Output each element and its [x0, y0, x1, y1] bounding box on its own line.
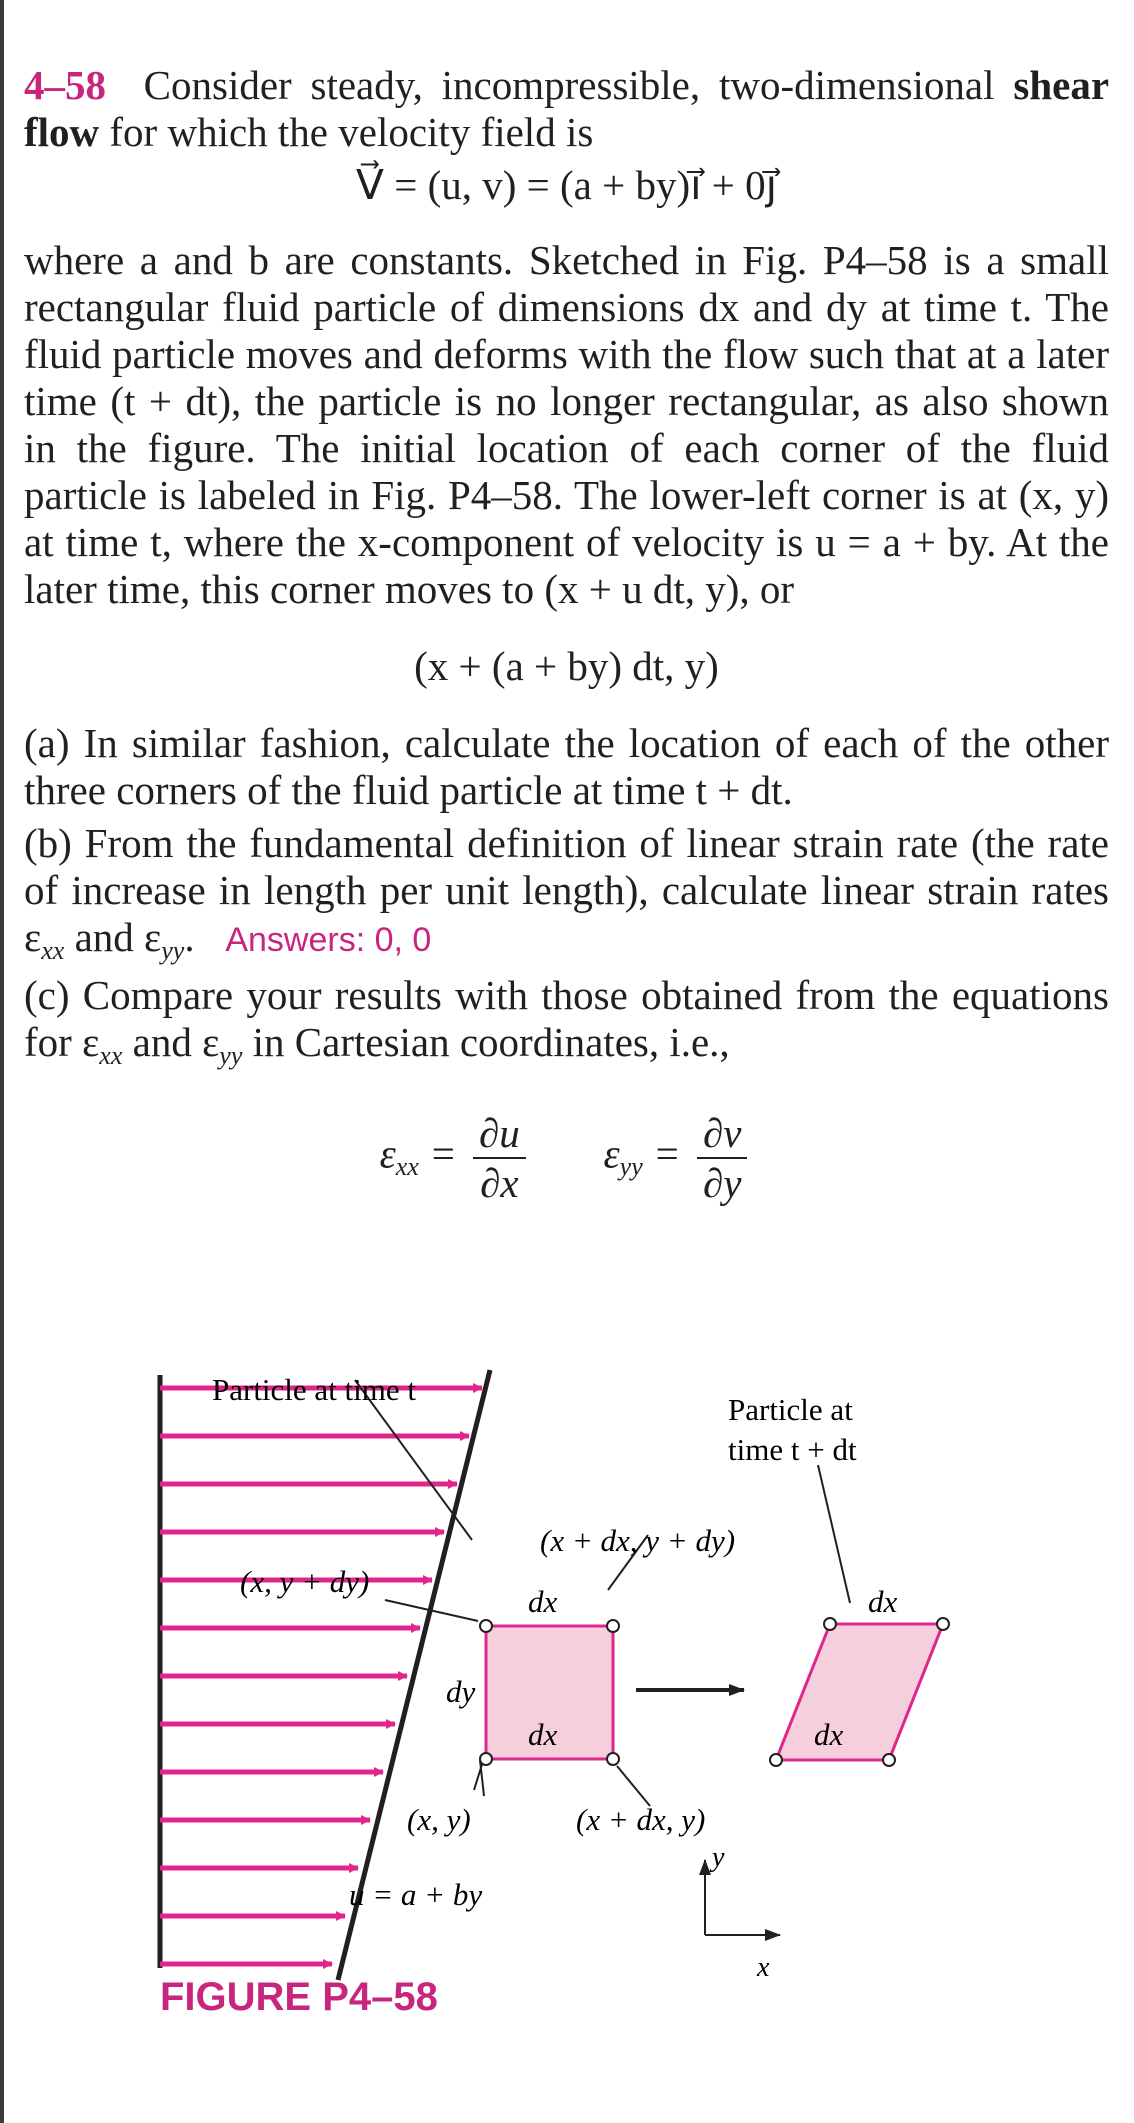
- part-c: (c) Compare your results with those obtained from the equations for εxx and εyy in Cartesian coordinates, i.e.,: [24, 972, 1109, 1070]
- description-paragraph: where a and b are constants. Sketched in Fig. P4–58 is a small rectangular fluid particle of dimensions dx and dy at time t. The fluid particle moves and deforms with the flow such that at a later time (t + dt), the particle is no longer rectangular, as also shown in the figure. The initial location of each corner of the fluid particle is labeled in Fig. P4–58. The lower-left corner is at (x, y) at time t, where the x-component of velocity is u = a + by. At the later time, this corner moves to (x + u dt, y), or: [24, 237, 1109, 612]
- label-corner-bottom-left: (x, y): [407, 1802, 471, 1837]
- corner-marker: [607, 1753, 619, 1765]
- particle-deformed: [776, 1624, 943, 1760]
- intro-paragraph: 4–58 Consider steady, incompressible, two-dimensional shear flow for which the velocity field is: [24, 62, 1110, 155]
- label-corner-top-left: (x, y + dy): [240, 1564, 370, 1599]
- corner-marker: [480, 1620, 492, 1632]
- answers: Answers: 0, 0: [225, 921, 432, 959]
- label-dy: dy: [446, 1674, 476, 1709]
- strain-equations: εxx = $\frac{\partial u}{\partial x}$ εyy = $\frac{\partial v}{\partial y}$: [24, 1109, 1109, 1207]
- label-velocity: u = a + by: [349, 1877, 483, 1912]
- corner-marker: [937, 1618, 949, 1630]
- label-particle-later-1: Particle at: [728, 1392, 853, 1427]
- corner-equation: (x + (a + by) dt, y): [414, 643, 719, 689]
- axis-label-y: y: [712, 1842, 725, 1873]
- label-dx-deformed-bottom: dx: [814, 1717, 844, 1752]
- label-particle-time-t: Particle at time t: [212, 1372, 417, 1407]
- corner-marker: [480, 1753, 492, 1765]
- corner-marker: [824, 1618, 836, 1630]
- corner-marker: [883, 1754, 895, 1766]
- leader-line: [818, 1465, 850, 1603]
- axis-label-x: x: [757, 1952, 770, 1983]
- label-dx-bottom: dx: [528, 1717, 558, 1752]
- label-particle-later-2: time t + dt: [728, 1432, 857, 1467]
- corner-marker: [607, 1620, 619, 1632]
- label-corner-top-right: (x + dx, y + dy): [540, 1523, 736, 1558]
- problem-number: 4–58: [24, 62, 106, 108]
- part-a: (a) In similar fashion, calculate the location of each of the other three corners of the fluid particle at time t + dt.: [24, 720, 1109, 813]
- label-corner-bottom-right: (x + dx, y): [576, 1802, 706, 1837]
- corner-marker: [770, 1754, 782, 1766]
- velocity-equation: V⃗ = (u, v) = (a + by)i⃗ + 0j⃗: [355, 162, 778, 208]
- figure-caption: FIGURE P4–58: [160, 1975, 438, 2019]
- label-dx-deformed-top: dx: [868, 1584, 898, 1619]
- leader-line: [617, 1766, 650, 1806]
- label-dx-top: dx: [528, 1584, 558, 1619]
- fraction-dv-dy: $\frac{\partial v}{\partial y}$: [697, 1109, 747, 1207]
- part-b: (b) From the fundamental definition of linear strain rate (the rate of increase in length per unit length), calculate linear strain rates εxx and εyy. Answers: 0, 0: [24, 820, 1109, 965]
- fraction-du-dx: $\frac{\partial u}{\partial x}$: [473, 1109, 526, 1207]
